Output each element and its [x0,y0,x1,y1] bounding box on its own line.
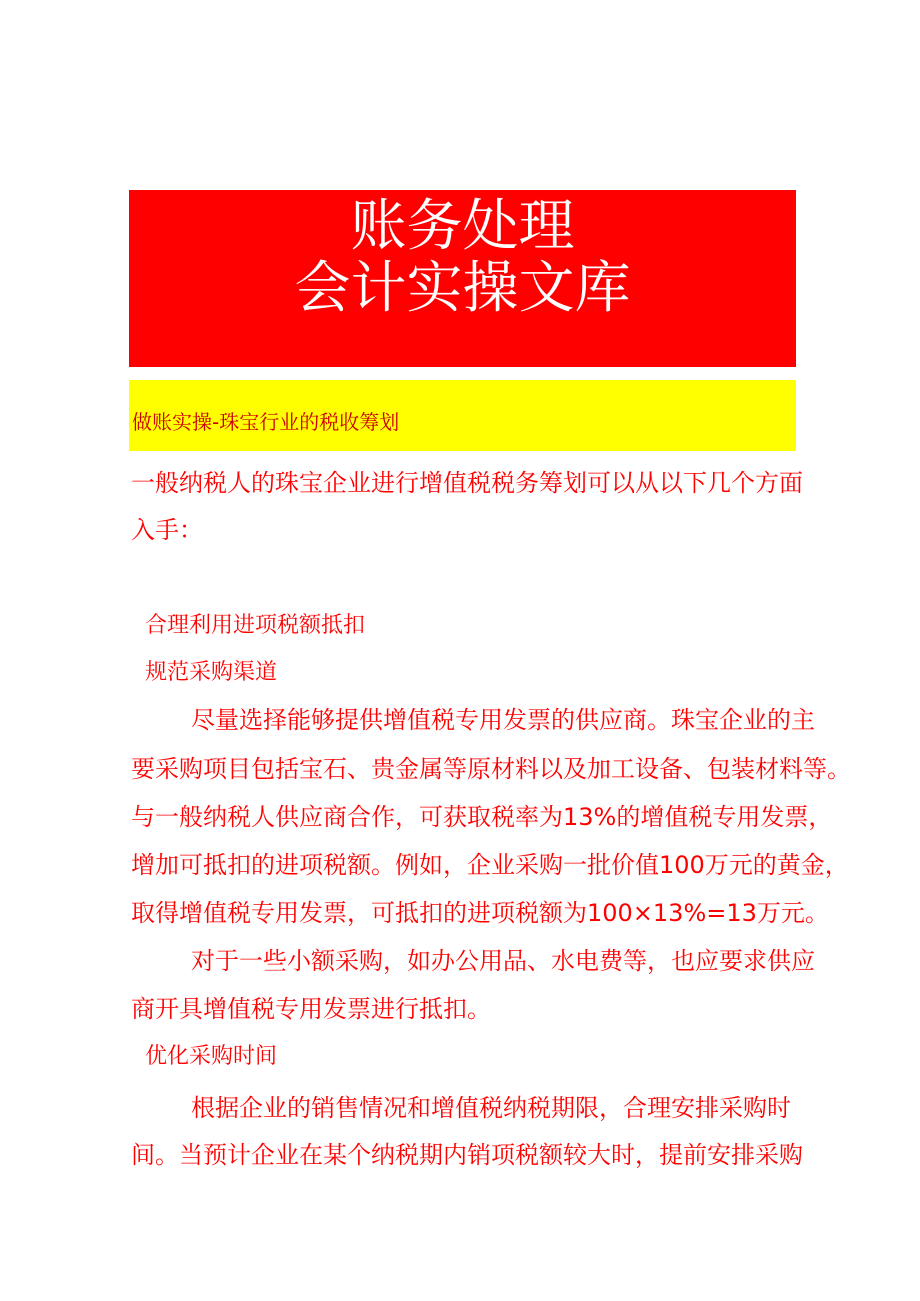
paragraph-line: 根据企业的销售情况和增值税纳税期限，合理安排采购时 [191,1094,791,1122]
paragraph-line: 尽量选择能够提供增值税专用发票的供应商。珠宝企业的主 [191,706,815,734]
paragraph-line: 增加可抵扣的进项税额。例如，企业采购一批价值100万元的黄金， [131,851,849,879]
title-banner [129,190,796,367]
subtitle-bar [129,380,796,451]
subsection-heading-1: 规范采购渠道 [145,660,278,685]
intro-line-1: 一般纳税人的珠宝企业进行增值税税务筹划可以从以下几个方面 [131,469,803,497]
subsection-heading-2: 优化采购时间 [145,1044,278,1069]
paragraph-line: 与一般纳税人供应商合作，可获取税率为13%的增值税专用发票， [131,803,833,831]
paragraph-line: 间。当预计企业在某个纳税期内销项税额较大时，提前安排采购 [131,1141,803,1169]
banner-title-line2: 会计实操文库 [294,256,631,321]
intro-line-2: 入手： [131,516,203,544]
paragraph-line: 取得增值税专用发票，可抵扣的进项税额为100×13%=13万元。 [131,899,829,927]
paragraph-line: 对于一些小额采购，如办公用品、水电费等，也应要求供应 [191,947,815,975]
paragraph-line: 商开具增值税专用发票进行抵扣。 [131,995,491,1023]
banner-title-line1: 账务处理 [350,194,575,259]
document-subtitle: 做账实操-珠宝行业的税收筹划 [132,410,400,434]
paragraph-line: 要采购项目包括宝石、贵金属等原材料以及加工设备、包装材料等。 [131,755,851,783]
section-heading: 合理利用进项税额抵扣 [145,613,366,638]
